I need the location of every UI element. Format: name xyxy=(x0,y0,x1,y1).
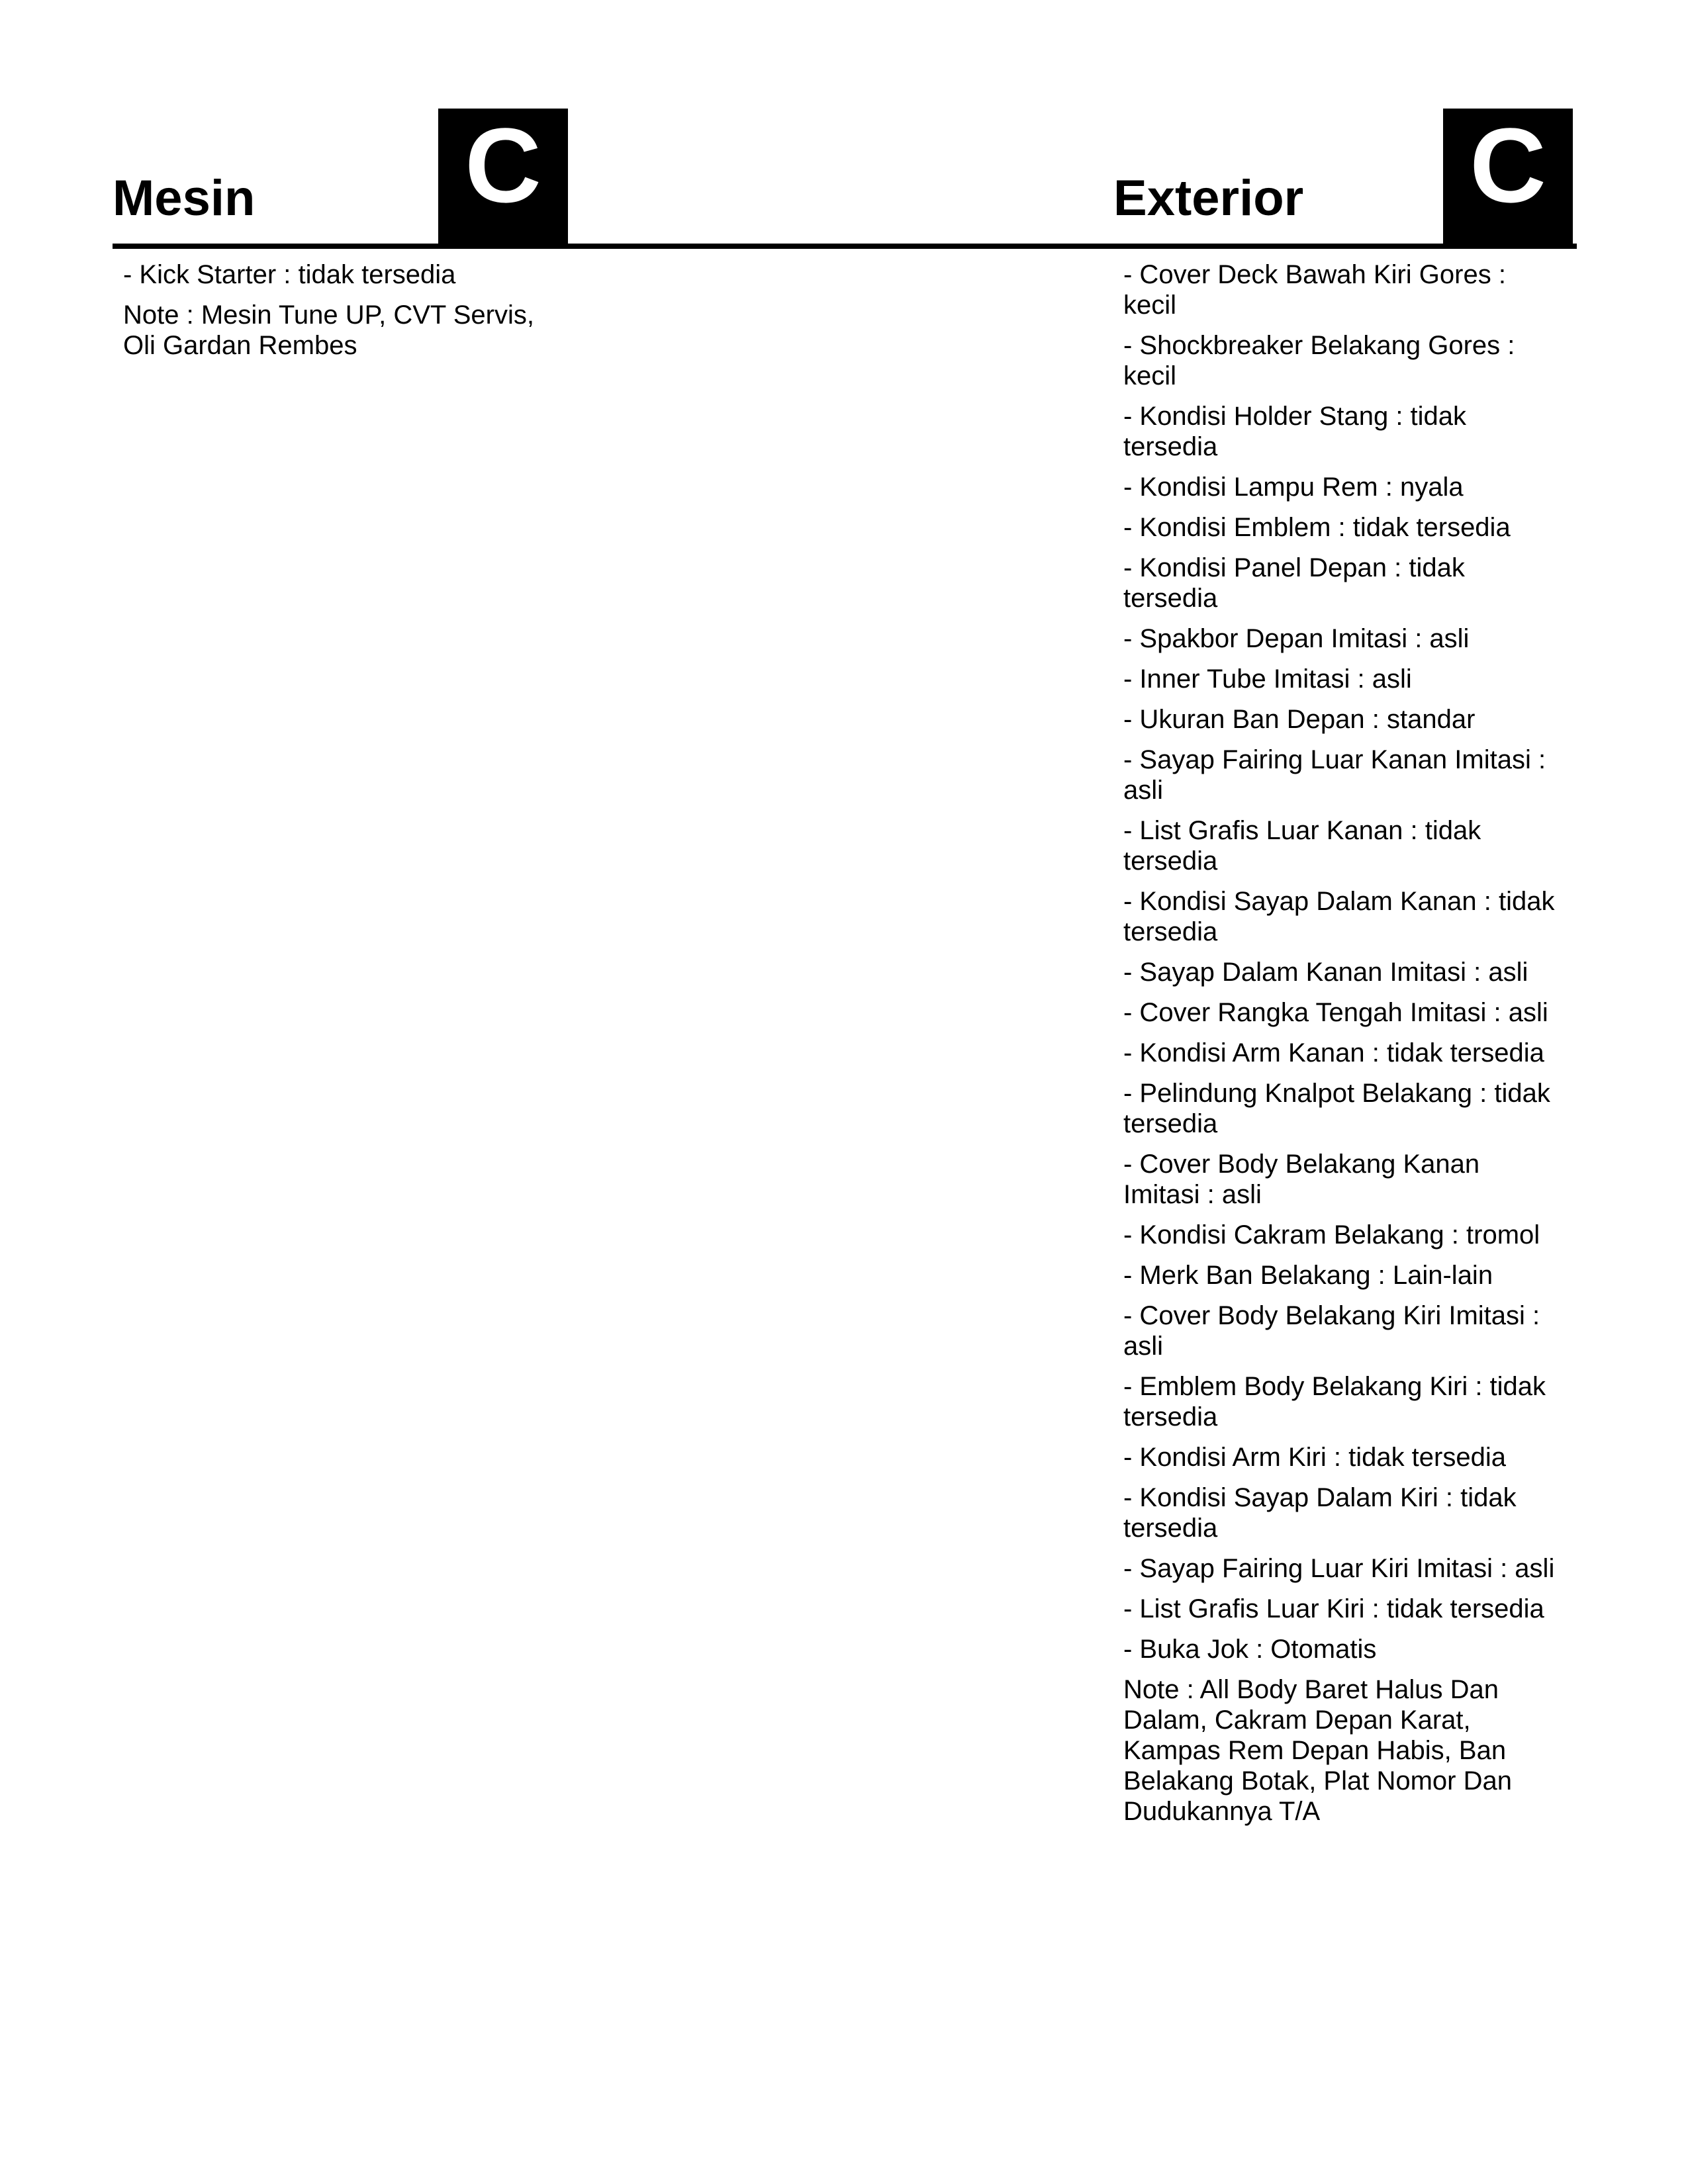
list-item: - Kondisi Panel Depan : tidak tersedia xyxy=(1123,553,1465,613)
list-item: - Cover Body Belakang Kanan Imitasi : asli xyxy=(1123,1150,1480,1209)
mesin-section-title: Mesin xyxy=(113,170,256,226)
list-item: - Cover Deck Bawah Kiri Gores : kecil xyxy=(1123,260,1506,320)
list-item: - Kick Starter : tidak tersedia xyxy=(123,260,456,289)
list-item: - Sayap Dalam Kanan Imitasi : asli xyxy=(1123,958,1528,987)
exterior-section-title: Exterior xyxy=(1113,170,1304,226)
mesin-note: Note : Mesin Tune UP, CVT Servis, Oli Gardan Rembes xyxy=(123,300,534,360)
list-item: - Sayap Fairing Luar Kiri Imitasi : asli xyxy=(1123,1554,1555,1583)
list-item: - Kondisi Lampu Rem : nyala xyxy=(1123,473,1464,502)
list-item: - Pelindung Knalpot Belakang : tidak tersedia xyxy=(1123,1079,1550,1138)
list-item: - Cover Body Belakang Kiri Imitasi : asli xyxy=(1123,1301,1540,1361)
list-item: - Kondisi Cakram Belakang : tromol xyxy=(1123,1220,1540,1250)
list-item: - Inner Tube Imitasi : asli xyxy=(1123,664,1412,694)
list-item: - Cover Rangka Tengah Imitasi : asli xyxy=(1123,998,1548,1027)
mesin-grade-badge: C xyxy=(438,109,568,246)
list-item: - List Grafis Luar Kanan : tidak tersedia xyxy=(1123,816,1481,876)
header-divider xyxy=(113,244,1577,249)
list-item: - Kondisi Holder Stang : tidak tersedia xyxy=(1123,402,1467,461)
exterior-grade-badge: C xyxy=(1443,109,1573,246)
list-item: - Shockbreaker Belakang Gores : kecil xyxy=(1123,331,1515,390)
list-item: - Buka Jok : Otomatis xyxy=(1123,1635,1377,1664)
list-item: - Kondisi Arm Kanan : tidak tersedia xyxy=(1123,1038,1544,1068)
exterior-list xyxy=(1123,259,1560,1827)
list-item: - Kondisi Arm Kiri : tidak tersedia xyxy=(1123,1443,1506,1472)
exterior-note: Note : All Body Baret Halus Dan Dalam, Cakram Depan Karat, Kampas Rem Depan Habis, Ban Belakang Botak, Plat Nomor Dan Dudukannya T/A xyxy=(1123,1675,1512,1826)
mesin-list xyxy=(123,259,573,361)
list-item: - Merk Ban Belakang : Lain-lain xyxy=(1123,1261,1493,1290)
list-item: - Ukuran Ban Depan : standar xyxy=(1123,705,1476,734)
list-item: - Spakbor Depan Imitasi : asli xyxy=(1123,624,1470,653)
list-item: - List Grafis Luar Kiri : tidak tersedia xyxy=(1123,1594,1544,1623)
list-item: - Kondisi Emblem : tidak tersedia xyxy=(1123,513,1511,542)
list-item: - Kondisi Sayap Dalam Kiri : tidak tersedia xyxy=(1123,1483,1517,1543)
list-item: - Emblem Body Belakang Kiri : tidak tersedia xyxy=(1123,1372,1546,1432)
list-item: - Sayap Fairing Luar Kanan Imitasi : asli xyxy=(1123,745,1546,805)
list-item: - Kondisi Sayap Dalam Kanan : tidak tersedia xyxy=(1123,887,1555,946)
